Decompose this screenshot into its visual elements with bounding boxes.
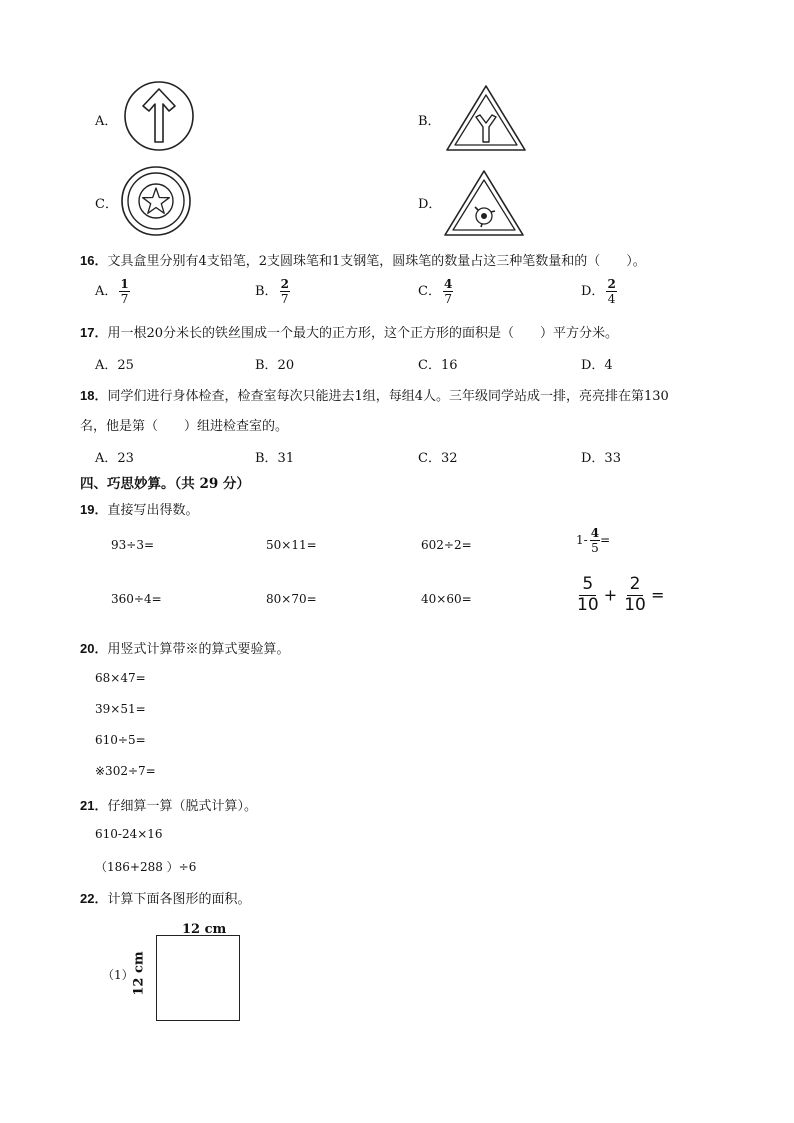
q16-option-a[interactable] [95,278,130,305]
question-16 [80,250,646,269]
q16-option-b[interactable] [255,278,290,305]
question-text: 直接写出得数。 [107,503,199,518]
calc-item: 602÷2= [421,538,472,552]
denominator: 10 [577,595,599,615]
question-text: 用竖式计算带※的算式要验算。 [107,642,290,657]
denominator: 7 [120,292,129,306]
option-d-label: D． [418,197,442,212]
numerator: 2 [627,576,644,596]
calc-item: 610-24×16 [95,827,163,841]
q16-option-d[interactable] [581,278,617,305]
question-number: 18． [80,388,108,403]
question-text-line1: 同学们进行身体检查，检查室每次只能进去1组，每组4人。三年级同学站成一排，亮亮排在第130 [107,389,669,404]
calc-item: ※302÷7= [95,764,156,778]
up-arrow-sign-icon [123,80,195,152]
q18-option-d[interactable]: D．33 [581,451,621,466]
section-title: 四、巧思妙算。（共 29 分） [80,476,250,492]
calc-item: 80×70= [266,592,317,606]
fraction [119,278,129,305]
figure-label: （1） [102,968,134,982]
numerator: 4 [443,277,453,291]
calc-item: 68×47= [95,671,146,685]
question-number: 20． [80,641,108,656]
question-20 [80,638,289,657]
equals-sign: = [650,585,665,605]
denominator: 5 [591,541,599,555]
square-top-label: 12 cm [182,922,227,937]
denominator: 4 [607,292,616,306]
option-letter: A． [95,284,118,299]
calc-item: 50×11= [266,538,317,552]
q18-option-a[interactable]: A．23 [95,451,134,466]
question-number: 19． [80,502,108,517]
calc-item: 93÷3= [111,538,155,552]
numerator: 1 [120,277,129,291]
calc-item: 610÷5= [95,733,146,747]
calc-item: 40×60= [421,592,472,606]
question-text-line2: 名，他是第（ ）组进检查室的。 [80,419,289,434]
calc-item: 360÷4= [111,592,162,606]
calc-item: 39×51= [95,702,146,716]
numerator: 4 [590,526,600,540]
numerator: 2 [607,277,616,291]
fraction [624,576,646,614]
option-a-label: A． [95,114,118,129]
fraction [577,576,599,614]
question-number: 16． [80,253,108,268]
q17-option-b[interactable]: B．20 [255,358,295,373]
calc-item: （186+288 ）÷6 [95,860,197,874]
calc-item-fraction [576,527,610,554]
numerator: 2 [280,277,289,291]
denominator: 10 [624,595,646,615]
question-text: 文具盒里分别有4支铅笔，2支圆珠笔和1支钢笔，圆珠笔的数量占这三种笔数量和的（ ）。 [107,254,646,269]
q18-option-b[interactable]: B．31 [255,451,295,466]
q17-option-d[interactable]: D．4 [581,358,613,373]
question-text: 用一根20分米长的铁丝围成一个最大的正方形，这个正方形的面积是（ ）平方分米。 [107,326,619,341]
denominator: 7 [444,292,452,306]
denominator: 7 [280,292,289,306]
square-figure [156,935,240,1021]
option-letter: C． [418,284,441,299]
q16-option-c[interactable] [418,278,453,305]
q17-option-a[interactable]: A．25 [95,358,134,373]
fraction [443,278,453,305]
option-letter: D． [581,284,605,299]
question-text: 计算下面各图形的面积。 [107,892,251,907]
calc-prefix: 1- [576,533,588,547]
q18-option-c[interactable]: C．32 [418,451,458,466]
calc-item-fraction-sum [575,576,664,614]
option-b-label: B． [418,114,441,129]
option-letter: B． [255,284,278,299]
question-19 [80,499,198,518]
question-18 [80,385,669,404]
square-side-label: 12 cm [131,951,147,996]
question-22 [80,888,250,907]
fraction [280,278,290,305]
numerator: 5 [579,576,596,596]
question-number: 17． [80,325,108,340]
fraction [590,527,600,554]
plus-sign: + [603,585,618,605]
option-c-label: C． [95,197,118,212]
roundabout-warning-sign-icon [443,169,525,237]
question-21 [80,795,257,814]
equals-sign: = [600,533,611,547]
question-17 [80,322,618,341]
y-junction-warning-sign-icon [445,84,527,152]
star-circle-sign-icon [120,165,192,237]
question-number: 22． [80,891,108,906]
question-number: 21． [80,798,108,813]
question-text: 仔细算一算（脱式计算）。 [107,799,257,814]
fraction [606,278,616,305]
q17-option-c[interactable]: C．16 [418,358,458,373]
